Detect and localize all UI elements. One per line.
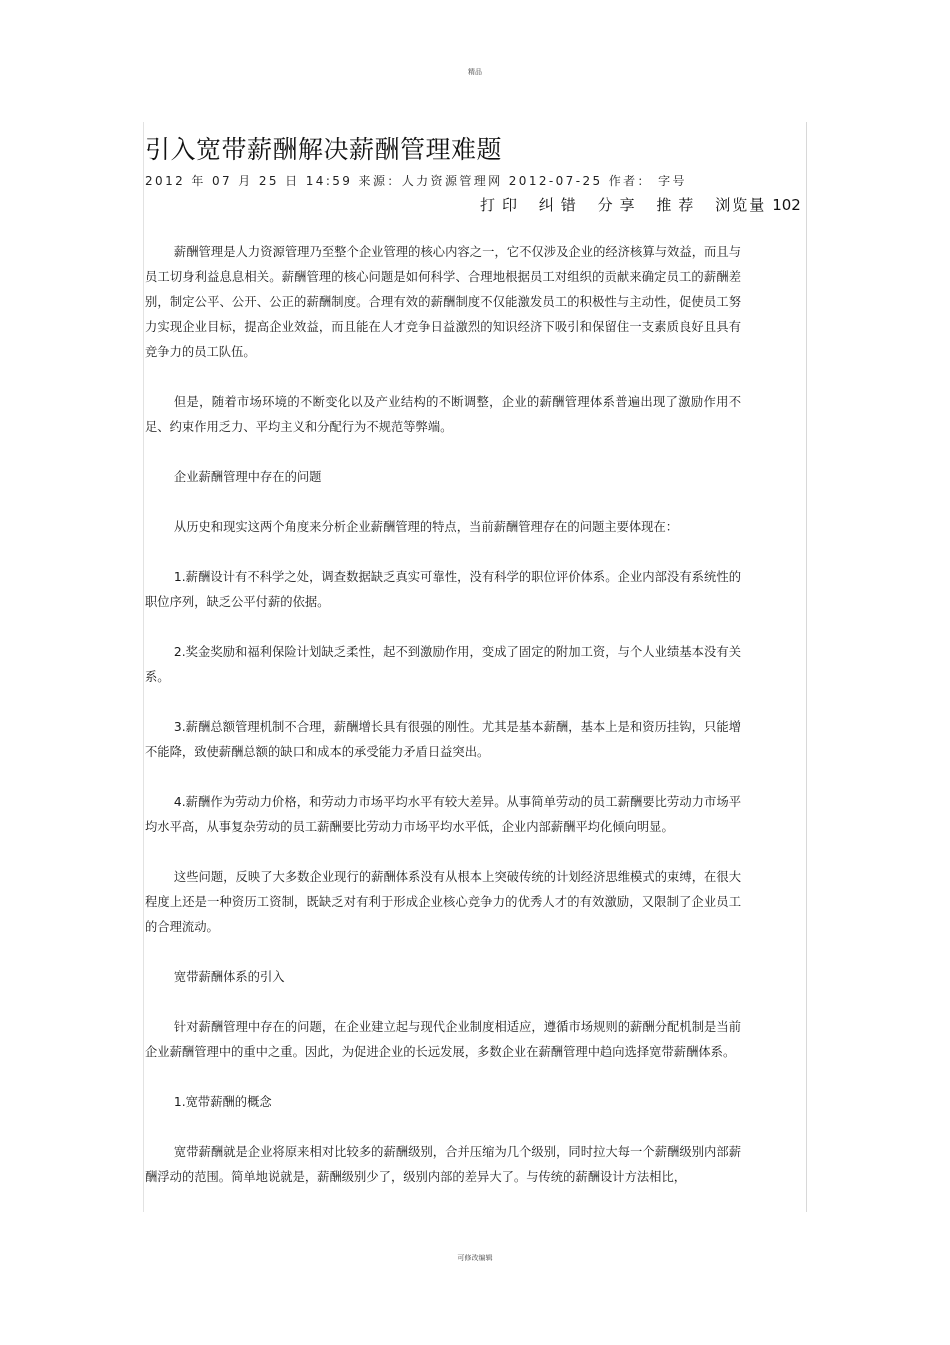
views-count: 102 [772,196,801,214]
views-label: 浏览量 [715,196,767,214]
list-item: 1.薪酬设计有不科学之处，调查数据缺乏真实可靠性，没有科学的职位评价体系。企业内部没有系统性的职位序列，缺乏公平付薪的依据。 [145,570,741,609]
paragraph: 从历史和现实这两个角度来分析企业薪酬管理的特点，当前薪酬管理存在的问题主要体现在： [173,520,679,534]
article-title: 引入宽带薪酬解决薪酬管理难题 [145,135,503,164]
print-link[interactable]: 打印 [480,196,525,214]
paragraph: 宽带薪酬就是企业将原来相对比较多的薪酬级别，合并压缩为几个级别，同时拉大每一个薪酬级别内部薪酬浮动的范围。简单地说就是，薪酬级别少了，级别内部的差异大了。与传统的薪酬设计方法相比， [145,1145,741,1184]
article-actions [480,194,810,215]
page-footer-mark: 可修改编辑 [457,1254,493,1262]
frame-right-border [806,122,807,1212]
correct-link[interactable]: 纠错 [538,196,583,214]
recommend-link[interactable]: 推荐 [656,196,701,214]
paragraph: 薪酬管理是人力资源管理乃至整个企业管理的核心内容之一，它不仅涉及企业的经济核算与效益，而且与员工切身利益息息相关。薪酬管理的核心问题是如何科学、合理地根据员工对组织的贡献来确定员工的薪酬差别，制定公平、公开、公正的薪酬制度。合理有效的薪酬制度不仅能激发员工的积极性与主动性，促使员工努力实现企业目标，提高企业效益，而且能在人才竞争日益激烈的知识经济下吸引和保留住一支素质良好且具有竞争力的员工队伍。 [145,245,741,359]
article-meta: 2012 年 07 月 25 日 14:59 来源：人力资源管理网 2012-07-25 作者： 字号 [145,174,687,188]
list-item: 4.薪酬作为劳动力价格，和劳动力市场平均水平有较大差异。从事简单劳动的员工薪酬要比劳动力市场平均水平高，从事复杂劳动的员工薪酬要比劳动力市场平均水平低，企业内部薪酬平均化倾向明显。 [145,795,741,834]
article-body [145,240,741,1215]
list-item: 3.薪酬总额管理机制不合理，薪酬增长具有很强的刚性。尤其是基本薪酬，基本上是和资历挂钩，只能增不能降，致使薪酬总额的缺口和成本的承受能力矛盾日益突出。 [145,720,741,759]
page-header-mark: 精品 [468,68,482,76]
paragraph: 但是，随着市场环境的不断变化以及产业结构的不断调整，企业的薪酬管理体系普遍出现了激励作用不足、约束作用乏力、平均主义和分配行为不规范等弊端。 [145,395,741,434]
frame-left-border [143,122,144,1212]
paragraph: 针对薪酬管理中存在的问题，在企业建立起与现代企业制度相适应，遵循市场规则的薪酬分配机制是当前企业薪酬管理中的重中之重。因此，为促进企业的长远发展，多数企业在薪酬管理中趋向选择宽带薪酬体系。 [145,1020,741,1059]
share-link[interactable]: 分享 [597,196,642,214]
list-item: 2.奖金奖励和福利保险计划缺乏柔性，起不到激励作用，变成了固定的附加工资，与个人业绩基本没有关系。 [145,645,741,684]
section-heading: 宽带薪酬体系的引入 [173,970,285,984]
subsection-heading: 1.宽带薪酬的概念 [173,1095,272,1109]
paragraph: 这些问题，反映了大多数企业现行的薪酬体系没有从根本上突破传统的计划经济思维模式的束缚，在很大程度上还是一种资历工资制，既缺乏对有利于形成企业核心竞争力的优秀人才的有效激励，又限制了企业员工的合理流动。 [145,870,741,934]
section-heading: 企业薪酬管理中存在的问题 [173,470,322,484]
